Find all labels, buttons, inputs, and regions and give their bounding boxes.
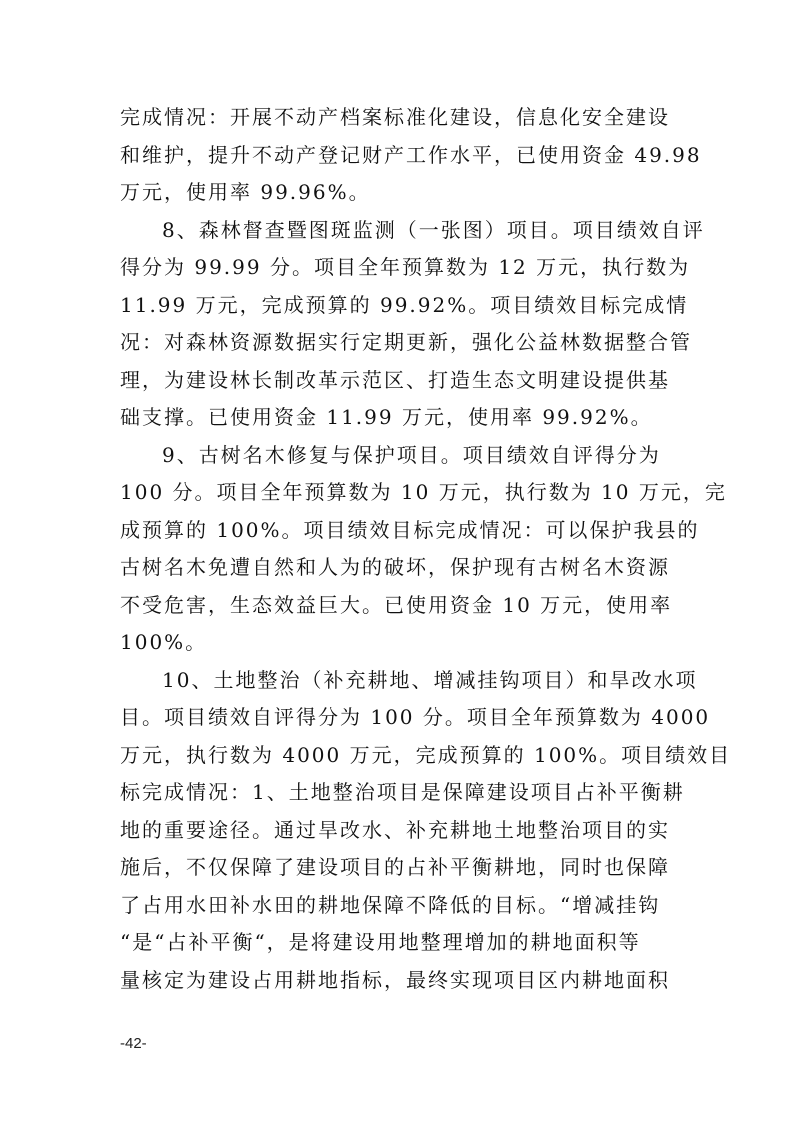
- text-line: 成预算的 100%。项目绩效目标完成情况：可以保护我县的: [120, 517, 700, 542]
- paragraph-start-line: 10、土地整治（补充耕地、增减挂钩项目）和旱改水项: [162, 667, 698, 692]
- text-line: 不受危害，生态效益巨大。已使用资金 10 万元，使用率: [120, 592, 673, 617]
- text-line: 量核定为建设占用耕地指标，最终实现项目区内耕地面积: [120, 967, 670, 992]
- text-line: “是“占补平衡“，是将建设用地整理增加的耕地面积等: [120, 930, 641, 954]
- text-line: 础支撑。已使用资金 11.99 万元，使用率 99.92%。: [120, 405, 653, 429]
- text-line: 万元，使用率 99.96%。: [120, 180, 371, 204]
- text-line: 和维护，提升不动产登记财产工作水平，已使用资金 49.98: [120, 142, 702, 167]
- text-line: 完成情况：开展不动产档案标准化建设，信息化安全建设: [120, 105, 670, 129]
- text-line: 古树名木免遭自然和人为的破坏，保护现有古树名木资源: [120, 555, 670, 579]
- page-number: -42-: [120, 1035, 147, 1052]
- text-line: 标完成情况：1、土地整治项目是保障建设项目占补平衡耕: [120, 780, 685, 804]
- text-line: 况：对森林资源数据实行定期更新，强化公益林数据整合管: [120, 330, 692, 354]
- body-text: [120, 99, 732, 999]
- text-line: 了占用水田补水田的耕地保障不降低的目标。“增减挂钩: [120, 892, 661, 917]
- text-line: 万元，执行数为 4000 万元，完成预算的 100%。项目绩效目: [120, 742, 732, 767]
- text-line: 11.99 万元，完成预算的 99.92%。项目绩效目标完成情: [120, 292, 689, 317]
- text-line: 100%。: [120, 630, 208, 654]
- text-line: 目。项目绩效自评得分为 100 分。项目全年预算数为 4000: [120, 705, 711, 729]
- paragraph-start-line: 8、森林督查暨图斑监测（一张图）项目。项目绩效自评: [162, 217, 705, 242]
- text-line: 100 分。项目全年预算数为 10 万元，执行数为 10 万元，完: [120, 480, 727, 504]
- paragraph-start-line: 9、古树名木修复与保护项目。项目绩效自评得分为: [162, 442, 661, 467]
- text-line: 施后，不仅保障了建设项目的占补平衡耕地，同时也保障: [120, 855, 670, 879]
- text-line: 得分为 99.99 分。项目全年预算数为 12 万元，执行数为: [120, 255, 691, 279]
- text-line: 理，为建设林长制改革示范区、打造生态文明建设提供基: [120, 367, 670, 392]
- text-line: 地的重要途径。通过旱改水、补充耕地土地整治项目的实: [120, 817, 670, 842]
